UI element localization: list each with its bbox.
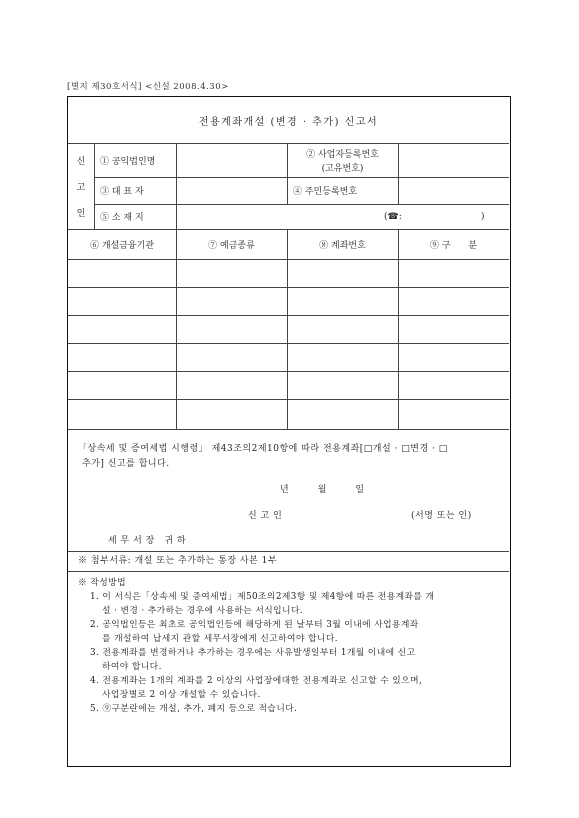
corp-name-field[interactable] <box>177 144 287 177</box>
phone-close: ) <box>481 211 485 222</box>
date-line: 년 월 일 <box>280 485 365 495</box>
table-cell-category[interactable] <box>399 316 509 343</box>
declaration-line-2: 추가] 신고를 합니다. <box>82 459 170 469</box>
instruction-item: 3. 전용계좌를 변경하거나 추가하는 경우에는 사유발생일부터 1개월 이내에 신고 <box>90 648 416 658</box>
table-cell-institution[interactable] <box>69 344 176 371</box>
phone-label: (☎: <box>384 211 402 222</box>
table-cell-institution[interactable] <box>69 288 176 315</box>
table-cell-category[interactable] <box>399 288 509 315</box>
corp-name-label: ① 공익법인명 <box>100 156 156 167</box>
phone-field[interactable] <box>424 205 480 229</box>
applicant-label-go: 고 <box>76 182 86 193</box>
instruction-item: 1. 이 서식은「상속세 및 증여세법」제50조의2제3항 및 제4항에 따른 전용계좌를 개 <box>90 592 435 602</box>
instruction-item-continued: 하여야 합니다. <box>102 662 162 672</box>
table-cell-category[interactable] <box>399 260 509 287</box>
resident-no-field[interactable] <box>399 178 509 204</box>
reporter-field[interactable] <box>333 509 413 524</box>
col-header-deposit-type: ⑦ 예금종류 <box>208 240 255 251</box>
attachment-note: ※ 첨부서류: 개설 또는 추가하는 통장 사본 1부 <box>78 555 278 566</box>
table-cell-deposit-type[interactable] <box>177 316 287 343</box>
instruction-item: 5. ⑨구분란에는 개설, 추가, 폐지 등으로 적습니다. <box>90 704 298 714</box>
biz-reg-no-label: ② 사업자등록번호 <box>306 149 379 160</box>
table-cell-account-no[interactable] <box>288 260 398 287</box>
table-cell-institution[interactable] <box>69 260 176 287</box>
addressee: 세 무 서 장 귀 하 <box>108 536 187 546</box>
resident-no-label: ④ 주민등록번호 <box>293 187 358 197</box>
signature-label: (서명 또는 인) <box>411 511 472 521</box>
table-cell-institution[interactable] <box>69 316 176 343</box>
form-number-note: [별지 제30호서식] <신설 2008.4.30> <box>67 82 229 92</box>
instruction-item: 2. 공익법인등은 최초로 공익법인등에 해당하게 된 날부터 3월 이내에 사업용계좌 <box>90 620 419 630</box>
instructions-heading: ※ 작성방법 <box>78 578 126 588</box>
reporter-label: 신 고 인 <box>248 511 283 521</box>
col-header-category: ⑨ 구 분 <box>429 240 478 251</box>
table-cell-institution[interactable] <box>69 400 176 429</box>
address-field[interactable] <box>177 205 377 229</box>
representative-field[interactable] <box>177 178 287 204</box>
table-cell-deposit-type[interactable] <box>177 288 287 315</box>
col-header-institution: ⑥ 개설금융기관 <box>89 240 155 251</box>
table-cell-deposit-type[interactable] <box>177 344 287 371</box>
applicant-label-in: 인 <box>76 208 86 219</box>
report-form <box>67 96 511 767</box>
table-cell-account-no[interactable] <box>288 316 398 343</box>
col-header-account-no: ⑧ 계좌번호 <box>319 240 366 251</box>
instruction-item-continued: 사업장별로 2 이상 개설할 수 있습니다. <box>102 690 261 700</box>
table-cell-account-no[interactable] <box>288 400 398 429</box>
table-cell-category[interactable] <box>399 400 509 429</box>
unique-no-label: (고유번호) <box>321 163 364 174</box>
table-cell-account-no[interactable] <box>288 344 398 371</box>
form-title: 전용계좌개설 (변경 · 추가) 신고서 <box>198 116 379 128</box>
table-cell-account-no[interactable] <box>288 288 398 315</box>
instruction-item-continued: 설 · 변경 · 추가하는 경우에 사용하는 서식입니다. <box>102 606 304 616</box>
instruction-item: 4. 전용계좌는 1개의 계좌를 2 이상의 사업장에대한 전용계좌로 신고할 수 있으며, <box>90 676 423 686</box>
applicant-label-sin: 신 <box>76 156 86 167</box>
declaration-line-1: 「상속세 및 증여세법 시행령」 제43조의2제10항에 따라 전용계좌[□개설 · □변경 · □ <box>78 444 448 454</box>
biz-reg-no-field[interactable] <box>399 144 509 177</box>
table-cell-account-no[interactable] <box>288 372 398 399</box>
address-label: ⑤ 소 재 지 <box>100 213 144 223</box>
table-cell-deposit-type[interactable] <box>177 260 287 287</box>
table-cell-category[interactable] <box>399 372 509 399</box>
table-cell-category[interactable] <box>399 344 509 371</box>
table-cell-institution[interactable] <box>69 372 176 399</box>
representative-label: ③ 대 표 자 <box>100 187 144 197</box>
table-cell-deposit-type[interactable] <box>177 372 287 399</box>
table-cell-deposit-type[interactable] <box>177 400 287 429</box>
instruction-item-continued: 를 개설하여 납세지 관할 세무서장에게 신고하여야 합니다. <box>102 634 338 644</box>
